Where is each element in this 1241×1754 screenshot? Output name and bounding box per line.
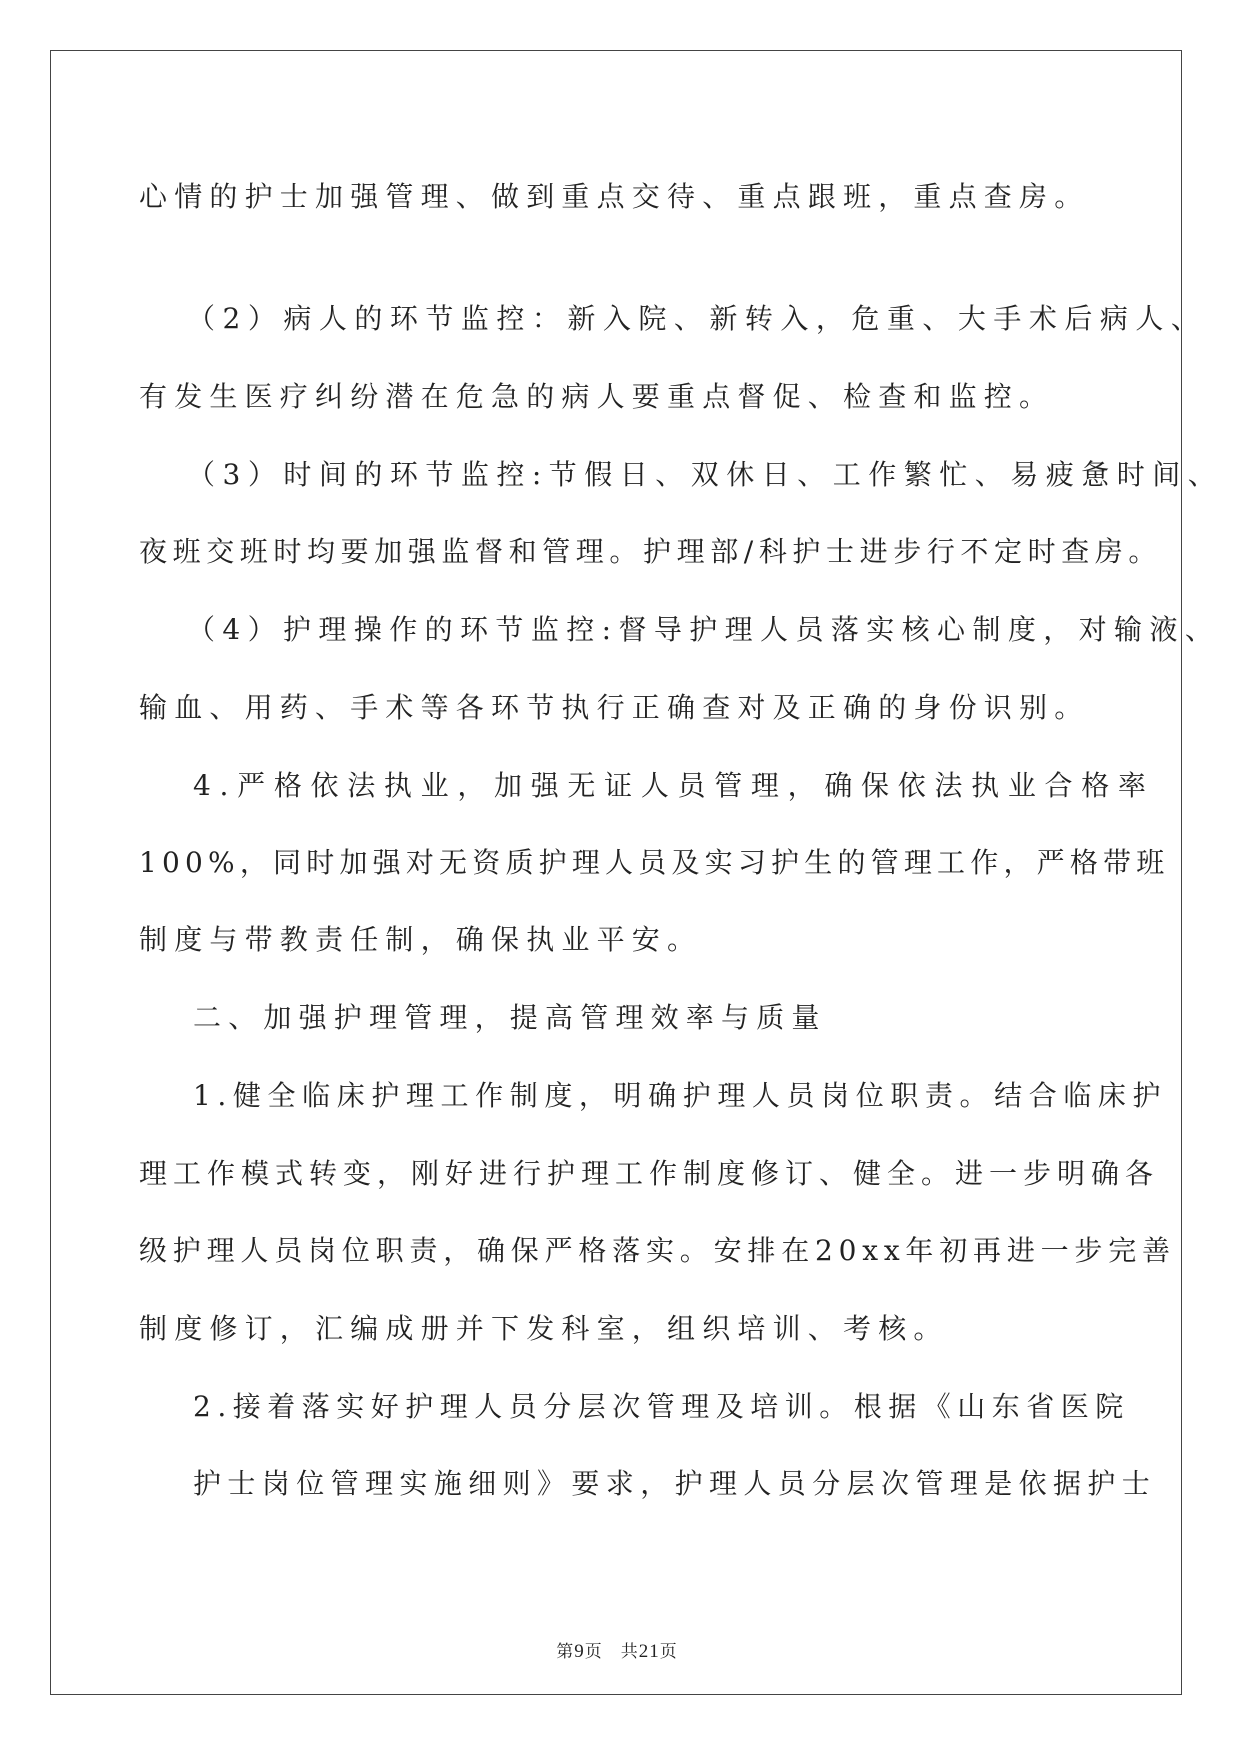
text-line-12: 1.健全临床护理工作制度，明确护理人员岗位职责。结合临床护 xyxy=(193,1079,1168,1112)
total-page-number: 21 xyxy=(638,1641,660,1662)
text-line-13: 理工作模式转变，刚好进行护理工作制度修订、健全。进一步明确各 xyxy=(139,1157,1160,1190)
page-frame xyxy=(50,50,1224,1695)
text-line-10: 制度与带教责任制，确保执业平安。 xyxy=(139,923,703,956)
text-line-7: 输血、用药、手术等各环节执行正确查对及正确的身份识别。 xyxy=(139,691,1090,724)
text-line-6: （4）护理操作的环节监控:督导护理人员落实核心制度，对输液、 xyxy=(187,613,1221,646)
text-line-5: 夜班交班时均要加强监督和管理。护理部/科护士进步行不定时查房。 xyxy=(139,535,1163,568)
text-line-16: 2.接着落实好护理人员分层次管理及培训。根据《山东省医院 xyxy=(193,1390,1130,1423)
text-line-17: 护士岗位管理实施细则》要求，护理人员分层次管理是依据护士 xyxy=(193,1467,1157,1500)
text-line-14: 级护理人员岗位职责，确保严格落实。安排在20xx年初再进一步完善 xyxy=(139,1234,1176,1267)
footer-suffix: 页 xyxy=(659,1642,678,1662)
text-line-8: 4.严格依法执业，加强无证人员管理，确保依法执业合格率 xyxy=(193,769,1155,802)
footer-mid: 页 共 xyxy=(584,1642,639,1662)
page-footer xyxy=(51,1637,1183,1663)
text-line-4: （3）时间的环节监控:节假日、双休日、工作繁忙、易疲惫时间、 xyxy=(187,458,1224,491)
text-line-3: 有发生医疗纠纷潜在危急的病人要重点督促、检查和监控。 xyxy=(139,380,1055,413)
text-line-1: 心情的护士加强管理、做到重点交待、重点跟班，重点查房。 xyxy=(139,180,1090,213)
section-heading: 二、加强护理管理，提高管理效率与质量 xyxy=(193,1001,827,1034)
current-page-number: 9 xyxy=(574,1641,585,1662)
text-line-2: （2）病人的环节监控：新入院、新转入，危重、大手术后病人、 xyxy=(187,302,1207,335)
footer-prefix: 第 xyxy=(556,1642,575,1662)
text-line-15: 制度修订，汇编成册并下发科室，组织培训、考核。 xyxy=(139,1312,949,1345)
text-line-9: 100%，同时加强对无资质护理人员及实习护生的管理工作，严格带班 xyxy=(139,846,1170,879)
